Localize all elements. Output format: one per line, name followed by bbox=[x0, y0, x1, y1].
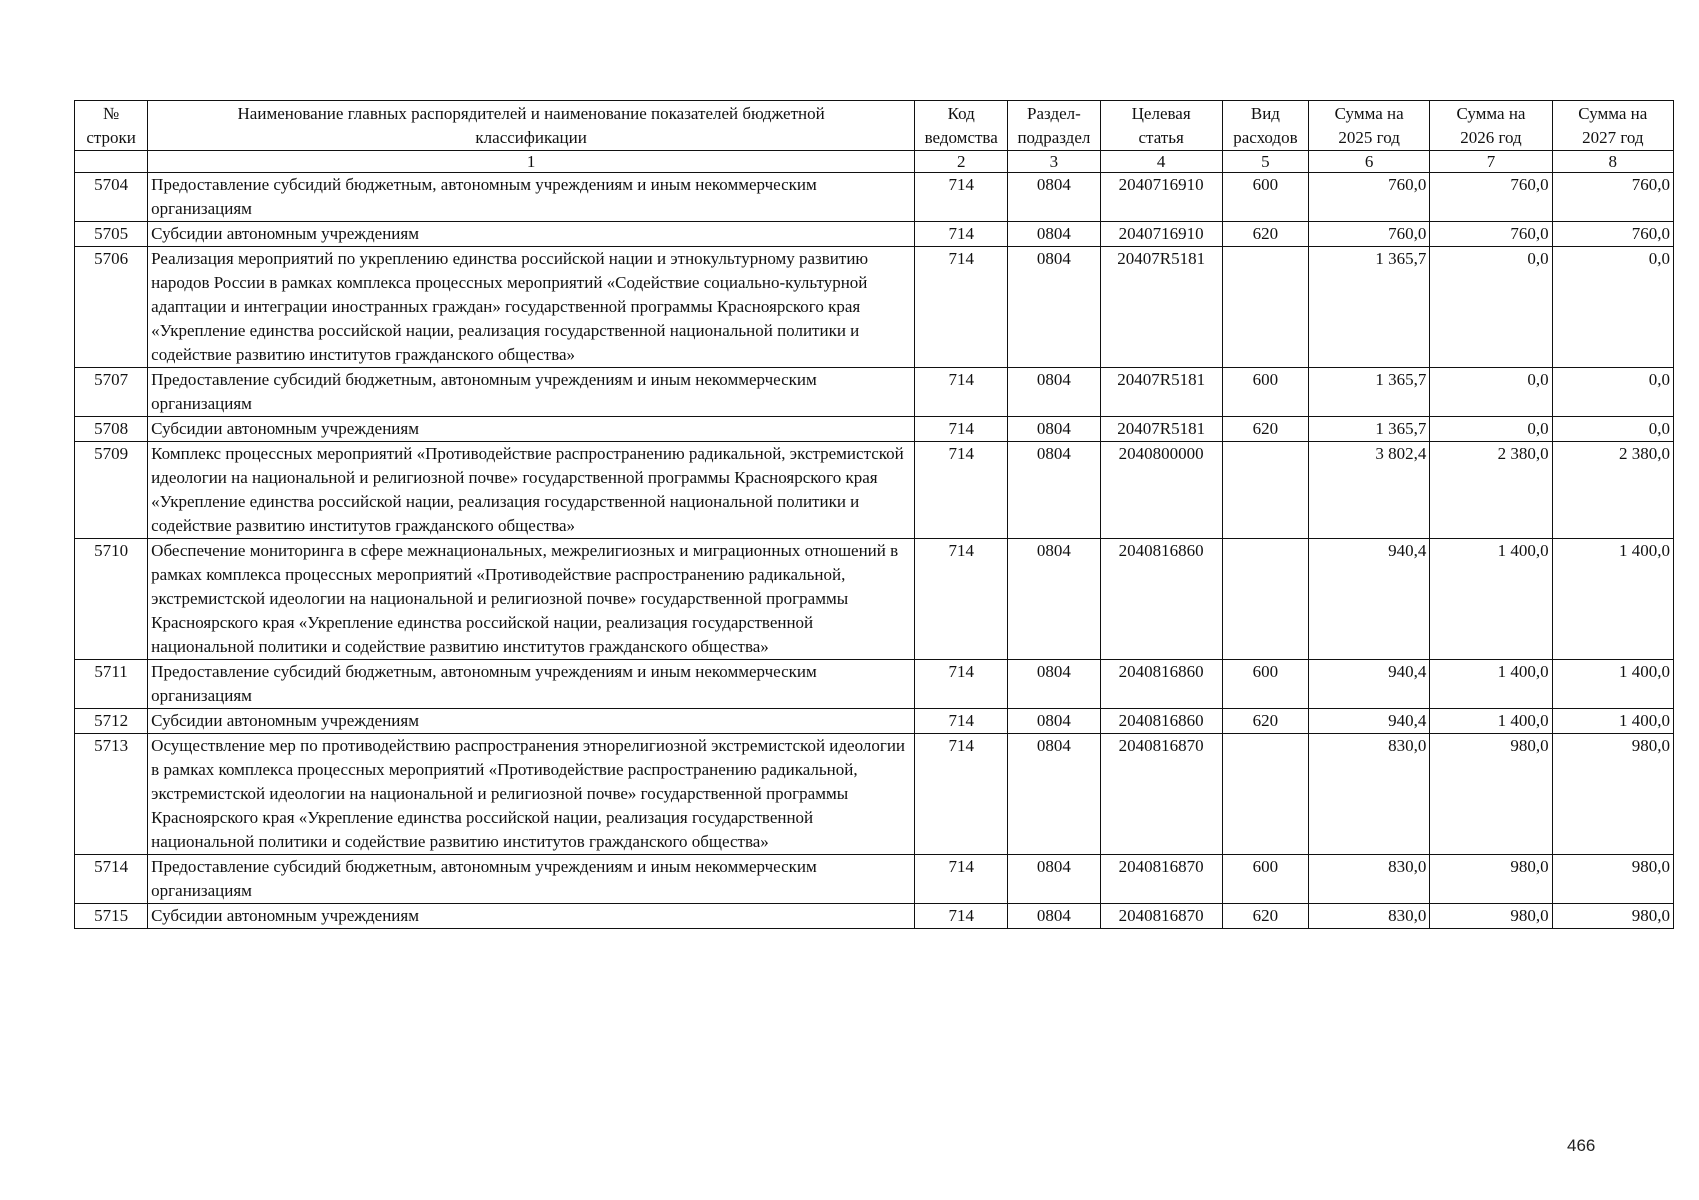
header-cell: Сумма на 2025 год bbox=[1309, 101, 1430, 151]
column-number-cell: 7 bbox=[1430, 151, 1552, 173]
indicator-name-cell: Предоставление субсидий бюджетным, автономным учреждениям и иным некоммерческим организациям bbox=[148, 173, 915, 222]
column-number-cell bbox=[75, 151, 148, 173]
table-row bbox=[75, 855, 1674, 904]
amount-2027-cell: 980,0 bbox=[1552, 855, 1673, 904]
target-item-cell: 2040816860 bbox=[1100, 709, 1222, 734]
department-code-cell: 714 bbox=[915, 247, 1008, 368]
amount-2025-cell: 1 365,7 bbox=[1309, 417, 1430, 442]
amount-2025-cell: 760,0 bbox=[1309, 173, 1430, 222]
row-number-cell: 5704 bbox=[75, 173, 148, 222]
table-row bbox=[75, 417, 1674, 442]
department-code-cell: 714 bbox=[915, 368, 1008, 417]
amount-2027-cell: 0,0 bbox=[1552, 417, 1673, 442]
expense-type-cell: 600 bbox=[1222, 368, 1308, 417]
expense-type-cell: 620 bbox=[1222, 417, 1308, 442]
indicator-name-cell: Предоставление субсидий бюджетным, автономным учреждениям и иным некоммерческим организациям bbox=[148, 855, 915, 904]
amount-2026-cell: 0,0 bbox=[1430, 368, 1552, 417]
expense-type-cell: 620 bbox=[1222, 904, 1308, 929]
amount-2026-cell: 980,0 bbox=[1430, 855, 1552, 904]
department-code-cell: 714 bbox=[915, 173, 1008, 222]
target-item-cell: 2040716910 bbox=[1100, 173, 1222, 222]
amount-2025-cell: 830,0 bbox=[1309, 855, 1430, 904]
indicator-name-cell: Субсидии автономным учреждениям bbox=[148, 709, 915, 734]
amount-2027-cell: 980,0 bbox=[1552, 904, 1673, 929]
amount-2027-cell: 980,0 bbox=[1552, 734, 1673, 855]
section-code-cell: 0804 bbox=[1008, 904, 1100, 929]
section-code-cell: 0804 bbox=[1008, 539, 1100, 660]
row-number-cell: 5709 bbox=[75, 442, 148, 539]
header-cell: № строки bbox=[75, 101, 148, 151]
column-number-cell: 5 bbox=[1222, 151, 1308, 173]
amount-2026-cell: 980,0 bbox=[1430, 904, 1552, 929]
department-code-cell: 714 bbox=[915, 709, 1008, 734]
target-item-cell: 2040816870 bbox=[1100, 855, 1222, 904]
indicator-name-cell: Предоставление субсидий бюджетным, автономным учреждениям и иным некоммерческим организациям bbox=[148, 660, 915, 709]
table-row bbox=[75, 222, 1674, 247]
expense-type-cell: 600 bbox=[1222, 660, 1308, 709]
amount-2025-cell: 830,0 bbox=[1309, 734, 1430, 855]
amount-2026-cell: 0,0 bbox=[1430, 417, 1552, 442]
department-code-cell: 714 bbox=[915, 417, 1008, 442]
amount-2025-cell: 940,4 bbox=[1309, 709, 1430, 734]
amount-2025-cell: 3 802,4 bbox=[1309, 442, 1430, 539]
amount-2025-cell: 940,4 bbox=[1309, 660, 1430, 709]
table-row bbox=[75, 173, 1674, 222]
section-code-cell: 0804 bbox=[1008, 709, 1100, 734]
department-code-cell: 714 bbox=[915, 442, 1008, 539]
amount-2026-cell: 760,0 bbox=[1430, 222, 1552, 247]
amount-2027-cell: 1 400,0 bbox=[1552, 539, 1673, 660]
amount-2027-cell: 1 400,0 bbox=[1552, 660, 1673, 709]
header-cell: Вид расходов bbox=[1222, 101, 1308, 151]
target-item-cell: 2040816860 bbox=[1100, 539, 1222, 660]
target-item-cell: 2040816860 bbox=[1100, 660, 1222, 709]
amount-2025-cell: 1 365,7 bbox=[1309, 368, 1430, 417]
department-code-cell: 714 bbox=[915, 222, 1008, 247]
header-cell: Целевая статья bbox=[1100, 101, 1222, 151]
section-code-cell: 0804 bbox=[1008, 222, 1100, 247]
section-code-cell: 0804 bbox=[1008, 247, 1100, 368]
amount-2026-cell: 1 400,0 bbox=[1430, 709, 1552, 734]
header-cell: Сумма на 2026 год bbox=[1430, 101, 1552, 151]
amount-2027-cell: 0,0 bbox=[1552, 247, 1673, 368]
table-row bbox=[75, 247, 1674, 368]
amount-2026-cell: 980,0 bbox=[1430, 734, 1552, 855]
target-item-cell: 2040716910 bbox=[1100, 222, 1222, 247]
header-cell: Код ведомства bbox=[915, 101, 1008, 151]
indicator-name-cell: Комплекс процессных мероприятий «Противодействие распространению радикальной, экстремистской идеологии на национальной и религиозной почве» государственной программы Красноярского края «Укрепление единства российской нации, реализация государственной национальной политики и содействие развитию институтов гражданского общества» bbox=[148, 442, 915, 539]
section-code-cell: 0804 bbox=[1008, 855, 1100, 904]
expense-type-cell bbox=[1222, 247, 1308, 368]
target-item-cell: 2040816870 bbox=[1100, 904, 1222, 929]
amount-2026-cell: 0,0 bbox=[1430, 247, 1552, 368]
section-code-cell: 0804 bbox=[1008, 173, 1100, 222]
indicator-name-cell: Субсидии автономным учреждениям bbox=[148, 904, 915, 929]
expense-type-cell bbox=[1222, 734, 1308, 855]
target-item-cell: 2040800000 bbox=[1100, 442, 1222, 539]
indicator-name-cell: Реализация мероприятий по укреплению единства российской нации и этнокультурному развитию народов России в рамках комплекса процессных мероприятий «Содействие социально-культурной адаптации и интеграции иностранных граждан» государственной программы Красноярского края «Укрепление единства российской нации, реализация государственной национальной политики и содействие развитию институтов гражданского общества» bbox=[148, 247, 915, 368]
table-body bbox=[75, 173, 1674, 929]
column-number-cell: 2 bbox=[915, 151, 1008, 173]
row-number-cell: 5706 bbox=[75, 247, 148, 368]
column-number-cell: 8 bbox=[1552, 151, 1673, 173]
column-number-cell: 3 bbox=[1008, 151, 1100, 173]
amount-2025-cell: 760,0 bbox=[1309, 222, 1430, 247]
target-item-cell: 20407R5181 bbox=[1100, 247, 1222, 368]
department-code-cell: 714 bbox=[915, 734, 1008, 855]
expense-type-cell: 620 bbox=[1222, 222, 1308, 247]
amount-2026-cell: 1 400,0 bbox=[1430, 660, 1552, 709]
section-code-cell: 0804 bbox=[1008, 368, 1100, 417]
column-number-row bbox=[75, 151, 1674, 173]
table-row bbox=[75, 904, 1674, 929]
column-number-cell: 4 bbox=[1100, 151, 1222, 173]
row-number-cell: 5710 bbox=[75, 539, 148, 660]
indicator-name-cell: Обеспечение мониторинга в сфере межнациональных, межрелигиозных и миграционных отношений в рамках комплекса процессных мероприятий «Противодействие распространению радикальной, экстремистской идеологии на национальной и религиозной почве» государственной программы Красноярского края «Укрепление единства российской нации, реализация государственной национальной политики и содействие развитию институтов гражданского общества» bbox=[148, 539, 915, 660]
amount-2026-cell: 2 380,0 bbox=[1430, 442, 1552, 539]
table-row bbox=[75, 660, 1674, 709]
amount-2026-cell: 760,0 bbox=[1430, 173, 1552, 222]
row-number-cell: 5713 bbox=[75, 734, 148, 855]
department-code-cell: 714 bbox=[915, 855, 1008, 904]
table-row bbox=[75, 734, 1674, 855]
amount-2027-cell: 760,0 bbox=[1552, 222, 1673, 247]
row-number-cell: 5715 bbox=[75, 904, 148, 929]
page-number: 466 bbox=[1567, 1136, 1596, 1155]
expense-type-cell bbox=[1222, 442, 1308, 539]
section-code-cell: 0804 bbox=[1008, 442, 1100, 539]
expense-type-cell bbox=[1222, 539, 1308, 660]
column-number-cell: 6 bbox=[1309, 151, 1430, 173]
indicator-name-cell: Субсидии автономным учреждениям bbox=[148, 417, 915, 442]
target-item-cell: 20407R5181 bbox=[1100, 368, 1222, 417]
amount-2025-cell: 830,0 bbox=[1309, 904, 1430, 929]
table-row bbox=[75, 368, 1674, 417]
department-code-cell: 714 bbox=[915, 904, 1008, 929]
amount-2027-cell: 1 400,0 bbox=[1552, 709, 1673, 734]
target-item-cell: 20407R5181 bbox=[1100, 417, 1222, 442]
amount-2025-cell: 1 365,7 bbox=[1309, 247, 1430, 368]
header-row bbox=[75, 101, 1674, 151]
row-number-cell: 5707 bbox=[75, 368, 148, 417]
amount-2025-cell: 940,4 bbox=[1309, 539, 1430, 660]
indicator-name-cell: Субсидии автономным учреждениям bbox=[148, 222, 915, 247]
indicator-name-cell: Предоставление субсидий бюджетным, автономным учреждениям и иным некоммерческим организациям bbox=[148, 368, 915, 417]
row-number-cell: 5705 bbox=[75, 222, 148, 247]
section-code-cell: 0804 bbox=[1008, 734, 1100, 855]
section-code-cell: 0804 bbox=[1008, 660, 1100, 709]
expense-type-cell: 600 bbox=[1222, 855, 1308, 904]
amount-2026-cell: 1 400,0 bbox=[1430, 539, 1552, 660]
header-cell: Раздел- подраздел bbox=[1008, 101, 1100, 151]
table-row bbox=[75, 709, 1674, 734]
department-code-cell: 714 bbox=[915, 539, 1008, 660]
header-cell: Наименование главных распорядителей и наименование показателей бюджетной классификации bbox=[148, 101, 915, 151]
table-row bbox=[75, 539, 1674, 660]
department-code-cell: 714 bbox=[915, 660, 1008, 709]
row-number-cell: 5714 bbox=[75, 855, 148, 904]
table-row bbox=[75, 442, 1674, 539]
header-cell: Сумма на 2027 год bbox=[1552, 101, 1673, 151]
amount-2027-cell: 760,0 bbox=[1552, 173, 1673, 222]
row-number-cell: 5712 bbox=[75, 709, 148, 734]
target-item-cell: 2040816870 bbox=[1100, 734, 1222, 855]
amount-2027-cell: 0,0 bbox=[1552, 368, 1673, 417]
budget-table bbox=[74, 100, 1674, 929]
amount-2027-cell: 2 380,0 bbox=[1552, 442, 1673, 539]
expense-type-cell: 620 bbox=[1222, 709, 1308, 734]
row-number-cell: 5708 bbox=[75, 417, 148, 442]
indicator-name-cell: Осуществление мер по противодействию распространения этнорелигиозной экстремистской идеологии в рамках комплекса процессных мероприятий «Противодействие распространению радикальной, экстремистской идеологии на национальной и религиозной почве» государственной программы Красноярского края «Укрепление единства российской нации, реализация государственной национальной политики и содействие развитию институтов гражданского общества» bbox=[148, 734, 915, 855]
row-number-cell: 5711 bbox=[75, 660, 148, 709]
expense-type-cell: 600 bbox=[1222, 173, 1308, 222]
column-number-cell: 1 bbox=[148, 151, 915, 173]
section-code-cell: 0804 bbox=[1008, 417, 1100, 442]
